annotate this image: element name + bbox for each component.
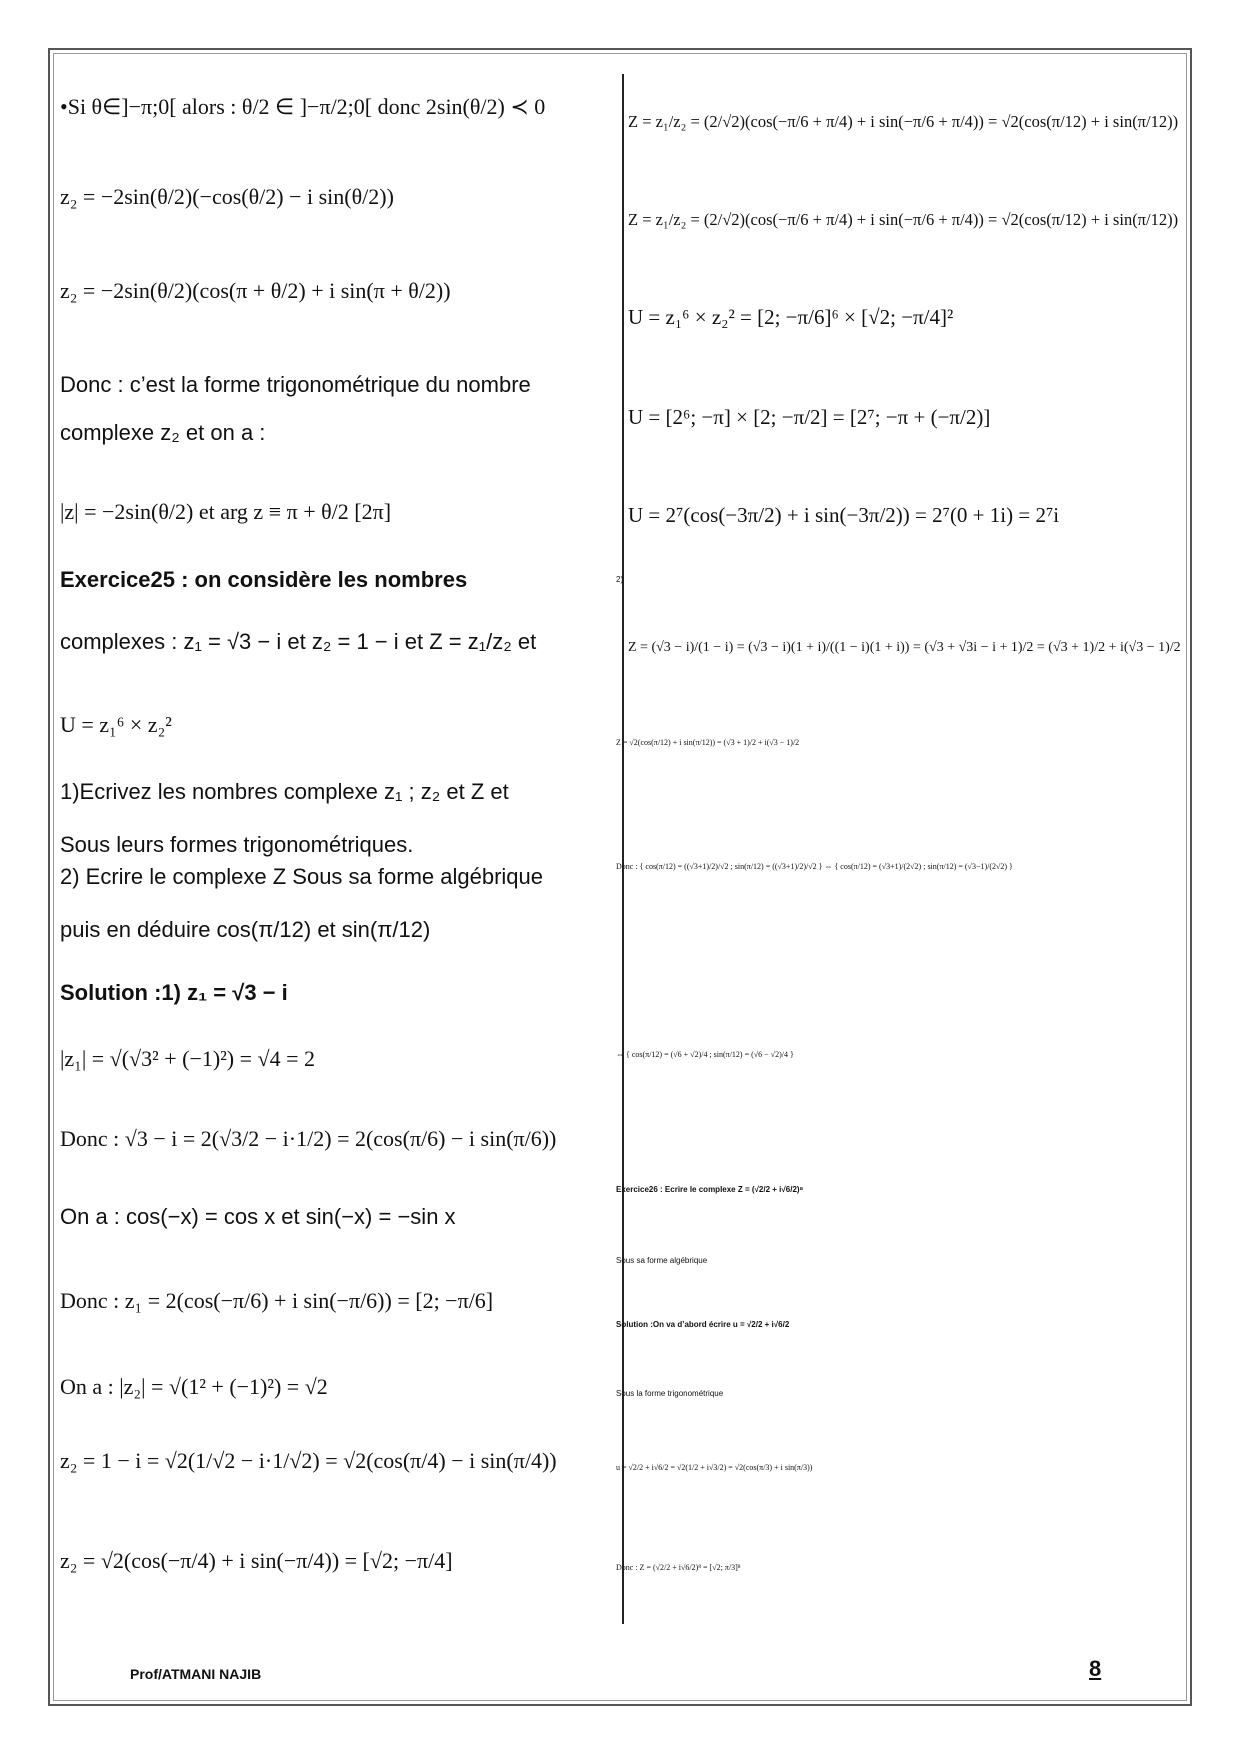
- line-si-theta: •Si θ∈]−π;0[ alors : θ/2 ∈ ]−π/2;0[ donc 2sin(θ/2) ≺ 0: [60, 94, 546, 119]
- line-exercise26-b: Sous sa forme algébrique: [616, 1256, 708, 1265]
- line-Z-algebraic: Z = (√3 − i)/(1 − i) = (√3 − i)(1 + i)/((1 − i)(1 + i)) = (√3 + √3i − i + 1)/2 = (√3 + 1)/2 + i(√3 − 1)/2: [628, 640, 1181, 655]
- line-complexes-def: complexes : z₁ = √3 − i et z₂ = 1 − i et Z = z₁/z₂ et: [60, 629, 537, 654]
- line-U-def: U = z₁⁶ × z₂²: [60, 712, 172, 737]
- line-z2-a: z₂ = −2sin(θ/2)(−cos(θ/2) − i sin(θ/2)): [60, 184, 394, 209]
- line-donc-z1-a: Donc : √3 − i = 2(√3/2 − i·1/2) = 2(cos(π/6) − i sin(π/6)): [60, 1126, 557, 1151]
- part-2-label: 2): [616, 575, 624, 584]
- exercise26-heading: Exercice26 : Ecrire le complexe Z = (√2/2 + i√6/2)⁸: [616, 1185, 804, 1194]
- line-modulus-z2: On a : |z₂| = √(1² + (−1)²) = √2: [60, 1374, 328, 1399]
- question-2b: puis en déduire cos(π/12) et sin(π/12): [60, 917, 431, 942]
- question-1b: Sous leurs formes trigonométriques.: [60, 832, 414, 857]
- line-Z-equality: Z = √2(cos(π/12) + i sin(π/12)) = (√3 + 1)/2 + i(√3 − 1)/2: [616, 738, 800, 747]
- line-U-a: U = z₁⁶ × z₂² = [2; −π/6]⁶ × [√2; −π/4]²: [628, 305, 954, 329]
- exercise25-heading: Exercice25 : on considère les nombres: [60, 567, 468, 592]
- line-z2-b: z₂ = −2sin(θ/2)(cos(π + θ/2) + i sin(π + θ/2)): [60, 278, 451, 303]
- line-donc-system: Donc : { cos(π/12) = ((√3+1)/2)/√2 ; sin(π/12) = ((√3+1)/2)/√2 } ⇔ { cos(π/12) = (√3+1)/(2√2) ; sin(π/12) = (√3−1)/(2√2) }: [616, 862, 1013, 871]
- line-donc-Z: Donc : Z = (√2/2 + i√6/2)⁸ = [√2; π/3]⁸: [616, 1563, 741, 1572]
- line-U-c: U = 2⁷(cos(−3π/2) + i sin(−3π/2)) = 2⁷(0 + 1i) = 2⁷i: [628, 503, 1060, 527]
- line-parity: On a : cos(−x) = cos x et sin(−x) = −sin x: [60, 1204, 456, 1229]
- question-1: 1)Ecrivez les nombres complexe z₁ ; z₂ et Z et: [60, 779, 509, 804]
- line-U-b: U = [2⁶; −π] × [2; −π/2] = [2⁷; −π + (−π/2)]: [628, 405, 991, 429]
- line-Z-a: Z = z₁/z₂ = (2/√2)(cos(−π/6 + π/4) + i sin(−π/6 + π/4)) = √2(cos(π/12) + i sin(π/12)): [628, 112, 1179, 131]
- solution-heading: Solution :1) z₁ = √3 − i: [60, 980, 288, 1005]
- line-z2-c: z₂ = 1 − i = √2(1/√2 − i·1/√2) = √2(cos(π/4) − i sin(π/4)): [60, 1448, 557, 1473]
- solution26-heading: Solution :On va d’abord écrire u = √2/2 + i√6/2: [616, 1320, 790, 1329]
- line-donc-forme: Donc : c’est la forme trigonométrique du nombre: [60, 372, 531, 397]
- line-trig-form: Sous la forme trigonométrique: [616, 1389, 724, 1398]
- question-2: 2) Ecrire le complexe Z Sous sa forme algébrique: [60, 864, 543, 889]
- line-donc-z1-b: Donc : z₁ = 2(cos(−π/6) + i sin(−π/6)) = [2; −π/6]: [60, 1288, 494, 1313]
- line-z2-d: z₂ = √2(cos(−π/4) + i sin(−π/4)) = [√2; −π/4]: [60, 1548, 453, 1573]
- line-Z-b: Z = z₁/z₂ = (2/√2)(cos(−π/6 + π/4) + i sin(−π/6 + π/4)) = √2(cos(π/12) + i sin(π/12)): [628, 210, 1179, 229]
- page-number: 8: [1089, 1656, 1102, 1681]
- line-modulus-z1: |z₁| = √(√3² + (−1)²) = √4 = 2: [60, 1046, 315, 1071]
- line-complexe-z2: complexe z₂ et on a :: [60, 420, 266, 445]
- line-equiv-system: ⇔ { cos(π/12) = (√6 + √2)/4 ; sin(π/12) = (√6 − √2)/4 }: [616, 1050, 794, 1059]
- line-u-trig: u = √2/2 + i√6/2 = √2(1/2 + i√3/2) = √2(cos(π/3) + i sin(π/3)): [616, 1463, 813, 1472]
- line-module-arg: |z| = −2sin(θ/2) et arg z ≡ π + θ/2 [2π]: [60, 499, 392, 524]
- footer-author: Prof/ATMANI NAJIB: [130, 1666, 262, 1682]
